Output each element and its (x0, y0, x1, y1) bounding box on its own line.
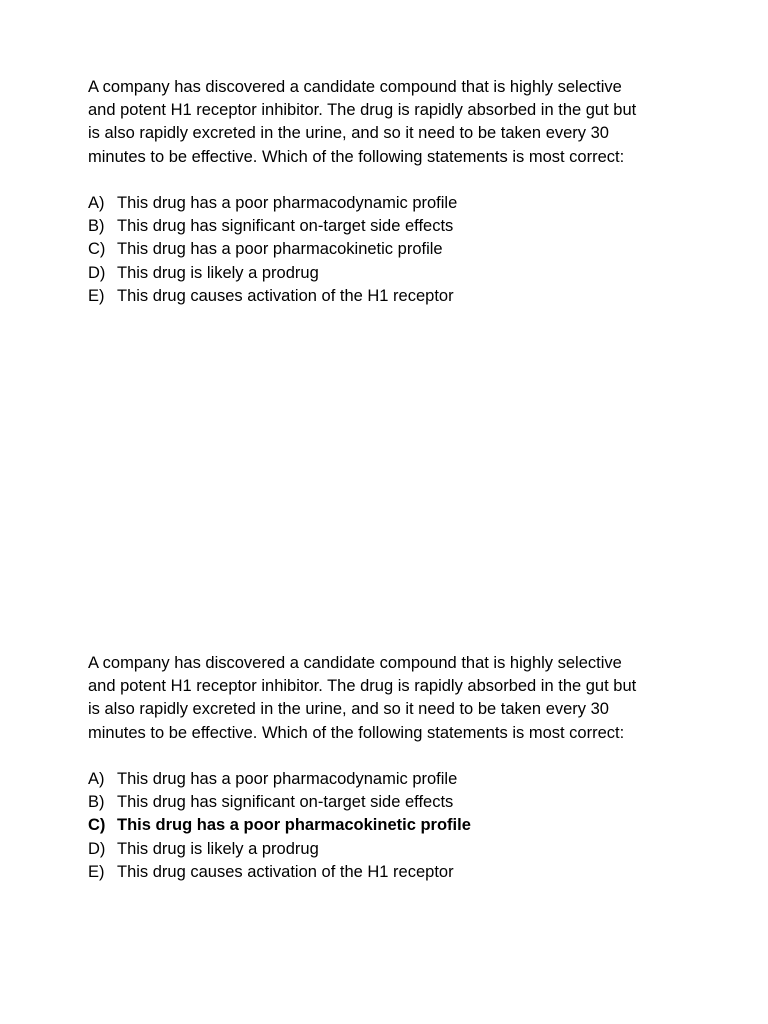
option-text: This drug causes activation of the H1 receptor (117, 286, 454, 305)
option-letter: B) (88, 793, 105, 812)
question-stem-line: minutes to be effective. Which of the following statements is most correct: (88, 723, 625, 742)
option-text: This drug has significant on-target side effects (117, 217, 454, 236)
answer-options (88, 192, 688, 308)
option-text: This drug has a poor pharmacodynamic profile (117, 194, 458, 212)
question-block-answered (88, 652, 688, 884)
question-stem-line: is also rapidly excreted in the urine, and so it need to be taken every 30 (88, 124, 609, 143)
option-letter: A) (88, 194, 105, 212)
option-letter: C) (88, 240, 106, 259)
answer-option-c-correct (88, 814, 688, 837)
option-text: This drug has a poor pharmacodynamic profile (117, 770, 458, 788)
question-stem-line: A company has discovered a candidate compound that is highly selective (88, 78, 622, 96)
option-letter: C) (88, 816, 106, 835)
option-letter: E) (88, 862, 105, 881)
question-stem (88, 76, 688, 169)
option-text: This drug has a poor pharmacokinetic profile (117, 816, 471, 835)
option-letter: D) (88, 839, 106, 858)
option-letter: E) (88, 286, 105, 305)
option-text: This drug has significant on-target side effects (117, 793, 454, 812)
answer-option-b (88, 791, 688, 814)
answer-option-d (88, 838, 688, 861)
answer-option-e (88, 285, 688, 308)
option-text: This drug is likely a prodrug (117, 839, 319, 858)
question-stem-line: and potent H1 receptor inhibitor. The drug is rapidly absorbed in the gut but (88, 677, 637, 696)
answer-option-e (88, 861, 688, 884)
answer-option-a (88, 192, 688, 215)
question-block-unanswered (88, 76, 688, 308)
answer-option-b (88, 215, 688, 238)
answer-option-a (88, 768, 688, 791)
question-stem-line: minutes to be effective. Which of the following statements is most correct: (88, 147, 625, 166)
question-stem-line: A company has discovered a candidate compound that is highly selective (88, 654, 622, 672)
question-stem (88, 652, 688, 745)
option-text: This drug is likely a prodrug (117, 263, 319, 282)
answer-options (88, 768, 688, 884)
answer-option-c (88, 238, 688, 261)
option-text: This drug causes activation of the H1 receptor (117, 862, 454, 881)
option-letter: D) (88, 263, 106, 282)
option-letter: A) (88, 770, 105, 788)
option-letter: B) (88, 217, 105, 236)
option-text: This drug has a poor pharmacokinetic profile (117, 240, 443, 259)
question-stem-line: and potent H1 receptor inhibitor. The drug is rapidly absorbed in the gut but (88, 101, 637, 120)
question-stem-line: is also rapidly excreted in the urine, and so it need to be taken every 30 (88, 700, 609, 719)
answer-option-d (88, 262, 688, 285)
